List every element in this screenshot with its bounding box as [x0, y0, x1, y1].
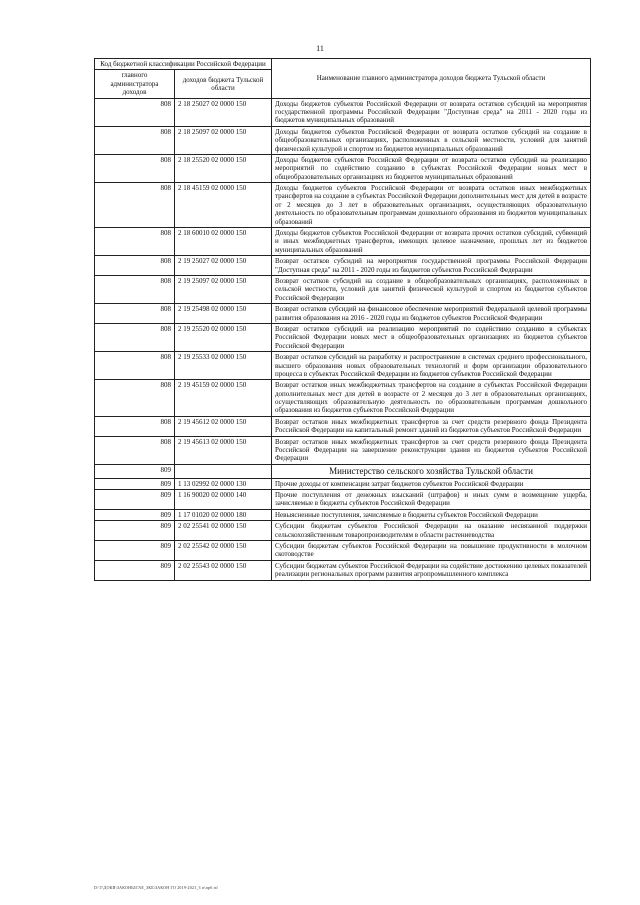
table-row	[95, 489, 591, 509]
header-income-col: доходов бюджета Тульской области	[175, 70, 272, 98]
income-code-cell: 2 18 60010 02 0000 150	[175, 228, 272, 256]
table-row	[95, 323, 591, 351]
admin-code-cell: 808	[95, 154, 175, 182]
admin-code-cell: 808	[95, 98, 175, 126]
budget-classification-table	[94, 58, 591, 581]
admin-code-cell: 809	[95, 464, 175, 478]
table-row	[95, 304, 591, 324]
name-cell: Министерство сельского хозяйства Тульской области	[272, 464, 591, 478]
table-row	[95, 228, 591, 256]
income-code-cell: 2 19 25498 02 0000 150	[175, 304, 272, 324]
admin-code-cell: 808	[95, 275, 175, 303]
name-cell: Субсидии бюджетам субъектов Российской Федерации на повышение продуктивности в молочном скотоводстве	[272, 540, 591, 560]
name-cell: Возврат остатков иных межбюджетных трансфертов за счет средств резервного фонда Президента Российской Федерации на капитальный ремонт зданий из бюджетов субъектов Российской Федерации	[272, 416, 591, 436]
table-body	[95, 98, 591, 580]
income-code-cell: 2 19 25027 02 0000 150	[175, 256, 272, 276]
table-row	[95, 126, 591, 154]
name-cell: Доходы бюджетов субъектов Российской Федерации от возврата прочих остатков субсидий, субвенций и иных межбюджетных трансфертов, имеющих целевое назначение, прошлых лет из бюджетов муниципальных образований	[272, 228, 591, 256]
page-number: 11	[316, 44, 324, 53]
admin-code-cell: 808	[95, 228, 175, 256]
income-code-cell: 2 19 25533 02 0000 150	[175, 352, 272, 380]
name-cell: Доходы бюджетов субъектов Российской Федерации от возврата остатков иных межбюджетных трансфертов на создание в субъектах Российской Федерации дополнительных мест для детей в возрасте от 2 месяцев до 3 лет в образовательных организациях, осуществляющих образовательную деятельность по образовательным программам дошкольного образования из бюджетов муниципальных образований	[272, 183, 591, 228]
name-cell: Субсидии бюджетам субъектов Российской Федерации на оказание несвязанной поддержки сельскохозяйственным товаропроизводителям в области растениеводства	[272, 521, 591, 541]
admin-code-cell: 809	[95, 540, 175, 560]
name-cell: Прочие доходы от компенсации затрат бюджетов субъектов Российской Федерации	[272, 478, 591, 489]
name-cell: Невыясненные поступления, зачисляемые в бюджеты субъектов Российской Федерации	[272, 509, 591, 520]
income-code-cell: 1 17 01020 02 0000 180	[175, 509, 272, 520]
header-admin-col: главного администратора доходов	[95, 70, 175, 98]
table-row	[95, 98, 591, 126]
admin-code-cell: 808	[95, 126, 175, 154]
income-code-cell: 2 02 25542 02 0000 150	[175, 540, 272, 560]
name-cell: Доходы бюджетов субъектов Российской Федерации от возврата остатков субсидий на создание в общеобразовательных организациях, расположенных в сельской местности, условий для занятий физической культурой и спортом из бюджетов муниципальных образований	[272, 126, 591, 154]
income-code-cell: 2 19 25097 02 0000 150	[175, 275, 272, 303]
table-row	[95, 560, 591, 580]
income-code-cell: 2 02 25541 02 0000 150	[175, 521, 272, 541]
table-row	[95, 509, 591, 520]
income-code-cell: 2 18 25097 02 0000 150	[175, 126, 272, 154]
income-code-cell: 2 02 25543 02 0000 150	[175, 560, 272, 580]
name-cell: Возврат остатков иных межбюджетных трансфертов за счет средств резервного фонда Президента Российской Федерации на завершение реконструкции здания из бюджетов субъектов Российской Федерации	[272, 436, 591, 464]
admin-code-cell: 808	[95, 323, 175, 351]
name-cell: Субсидии бюджетам субъектов Российской Федерации на содействие достижению целевых показателей реализации региональных программ развития агропромышленного комплекса	[272, 560, 591, 580]
name-cell: Возврат остатков субсидий на создание в общеобразовательных организациях, расположенных в сельской местности, условий для занятий физической культурой и спортом из бюджетов субъектов Российской Федерации	[272, 275, 591, 303]
income-code-cell: 2 19 45612 02 0000 150	[175, 416, 272, 436]
name-cell: Возврат остатков субсидий на реализацию мероприятий по содействию созданию в субъектах Российской Федерации новых мест в общеобразовательных организациях из бюджетов субъектов Российской Федерации	[272, 323, 591, 351]
table-header-row	[95, 59, 591, 70]
admin-code-cell: 808	[95, 416, 175, 436]
name-cell: Доходы бюджетов субъектов Российской Федерации от возврата остатков субсидий на мероприятия государственной программы Российской Федерации "Доступная среда" на 2011 - 2020 годы из бюджетов муниципальных образований	[272, 98, 591, 126]
table-row	[95, 352, 591, 380]
admin-code-cell: 809	[95, 521, 175, 541]
header-name: Наименование главного администратора доходов бюджета Тульской области	[272, 59, 591, 99]
admin-code-cell: 808	[95, 352, 175, 380]
name-cell: Возврат остатков субсидий на разработку и распространение в системах среднего профессионального, высшего образования новых образовательных технологий и форм организации образовательного процесса в субъектах Российской Федерации из бюджетов субъектов Российской Федерации	[272, 352, 591, 380]
admin-code-cell: 808	[95, 256, 175, 276]
table-row	[95, 478, 591, 489]
income-code-cell: 1 16 90020 02 0000 140	[175, 489, 272, 509]
table-row	[95, 540, 591, 560]
admin-code-cell: 808	[95, 380, 175, 417]
income-code-cell: 1 13 02992 02 0000 130	[175, 478, 272, 489]
income-code-cell: 2 19 45613 02 0000 150	[175, 436, 272, 464]
header-code-group: Код бюджетной классификации Российской Федерации	[95, 59, 272, 70]
income-code-cell: 2 18 45159 02 0000 150	[175, 183, 272, 228]
income-code-cell: 2 19 25520 02 0000 150	[175, 323, 272, 351]
income-code-cell: 2 19 45159 02 0000 150	[175, 380, 272, 417]
table-row	[95, 416, 591, 436]
admin-code-cell: 808	[95, 436, 175, 464]
table-row	[95, 380, 591, 417]
name-cell: Прочие поступления от денежных взысканий (штрафов) и иных сумм в возмещение ущерба, зачисляемые в бюджеты субъектов Российской Федерации	[272, 489, 591, 509]
name-cell: Возврат остатков субсидий на мероприятия государственной программы Российской Федерации "Доступная среда" на 2011 - 2020 годы из бюджетов субъектов Российской Федерации	[272, 256, 591, 276]
name-cell: Доходы бюджетов субъектов Российской Федерации от возврата остатков субсидий на реализацию мероприятий по содействию созданию в субъектах Российской Федерации новых мест в общеобразовательных организациях из бюджетов муниципальных образований	[272, 154, 591, 182]
income-code-cell: 2 18 25027 02 0000 150	[175, 98, 272, 126]
table-row	[95, 436, 591, 464]
table-row	[95, 521, 591, 541]
admin-code-cell: 809	[95, 509, 175, 520]
admin-code-cell: 808	[95, 183, 175, 228]
name-cell: Возврат остатков иных межбюджетных трансфертов на создание в субъектах Российской Федерации дополнительных мест для детей в возрасте от 2 месяцев до 3 лет в образовательных организациях, осуществляющих образовательную деятельность по образовательным программам дошкольного образования из бюджетов субъектов Российской Федерации	[272, 380, 591, 417]
income-code-cell	[175, 464, 272, 478]
admin-code-cell: 808	[95, 304, 175, 324]
table-row	[95, 256, 591, 276]
income-code-cell: 2 18 25520 02 0000 150	[175, 154, 272, 182]
footer-file-path: D:\Т\ДОКИ\ЗАКОНЫ\ГАЕ_ЗКБ\ЗАКОН ГО 2019-2021_3 п\прб.rtf	[94, 885, 218, 890]
section-header-row	[95, 464, 591, 478]
table-row	[95, 183, 591, 228]
admin-code-cell: 809	[95, 478, 175, 489]
name-cell: Возврат остатков субсидий на финансовое обеспечение мероприятий Федеральной целевой программы развития образования на 2016 - 2020 годы из бюджетов субъектов Российской Федерации	[272, 304, 591, 324]
table-row	[95, 154, 591, 182]
table-row	[95, 275, 591, 303]
admin-code-cell: 809	[95, 489, 175, 509]
admin-code-cell: 809	[95, 560, 175, 580]
